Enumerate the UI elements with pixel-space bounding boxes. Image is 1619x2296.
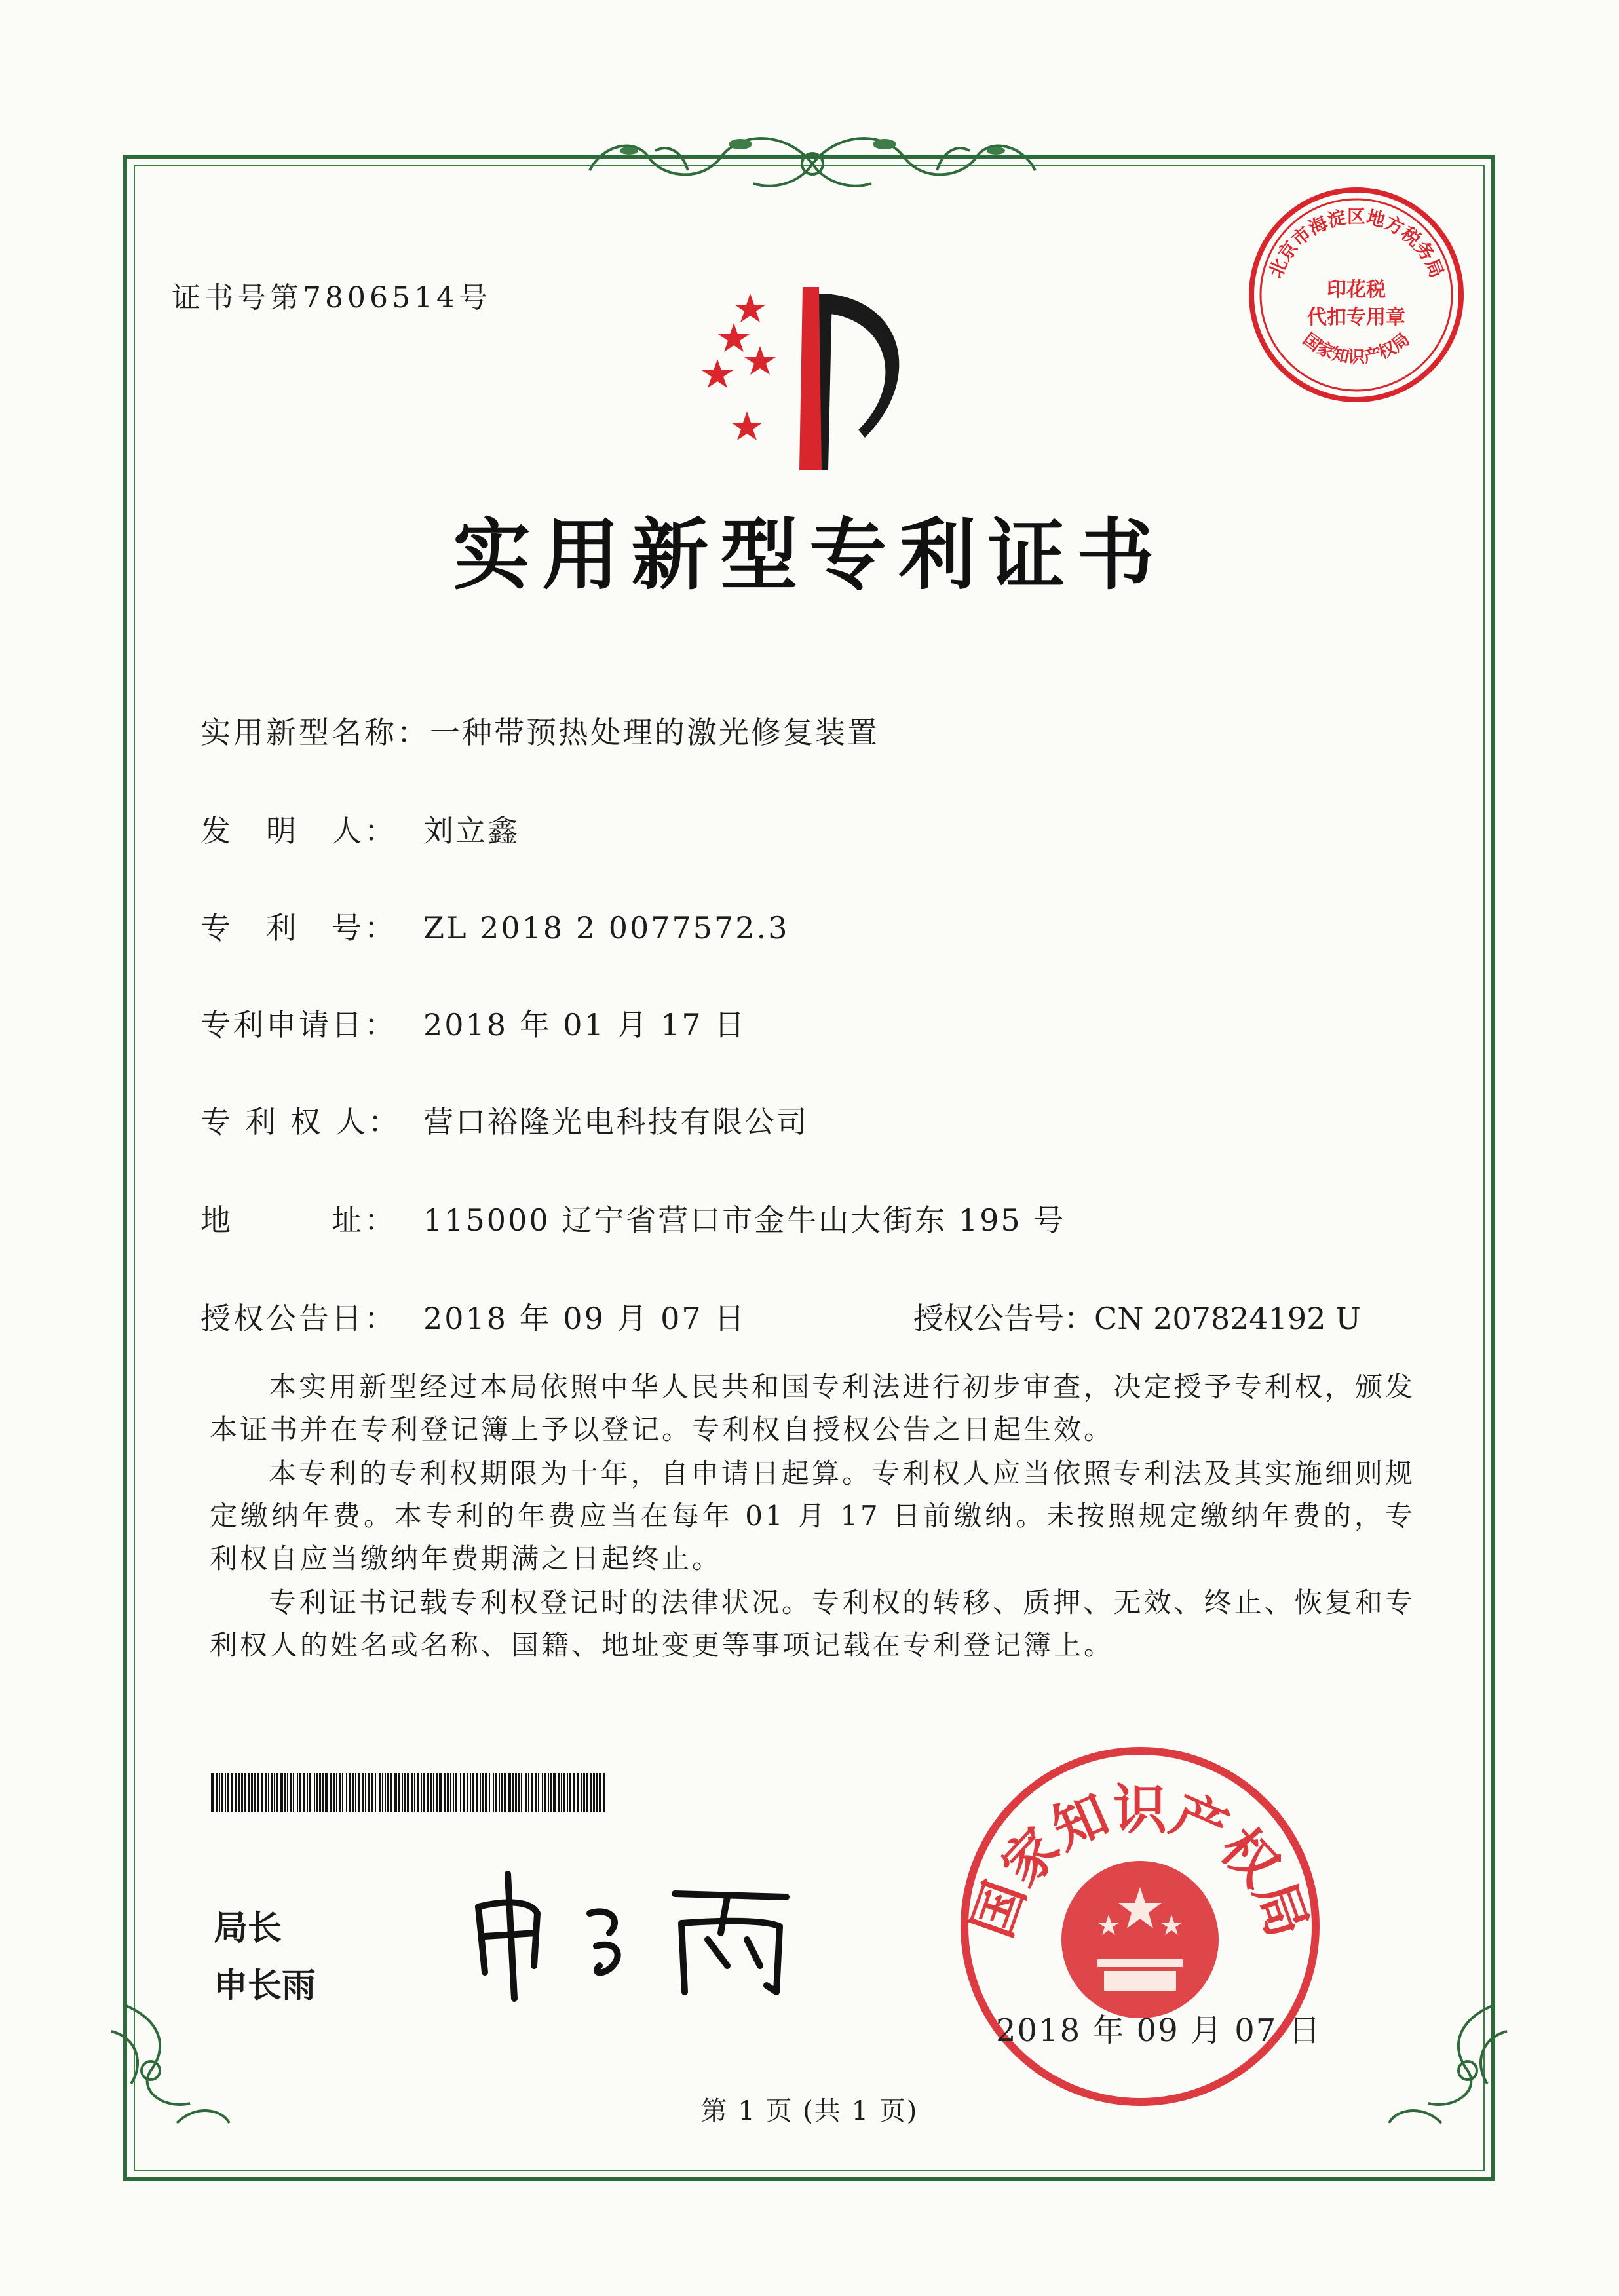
barcode-bar: [265, 1773, 267, 1812]
field-value: 刘立鑫: [423, 813, 520, 849]
barcode-bar: [472, 1773, 474, 1812]
stamp-duty-seal: [1238, 177, 1474, 413]
barcode-bar: [274, 1773, 275, 1812]
barcode-bar: [402, 1773, 403, 1812]
field-value: 2018 年 09 月 07 日: [423, 1301, 747, 1336]
barcode-bar: [528, 1773, 529, 1812]
barcode-bar: [433, 1773, 434, 1812]
field-inventor: [200, 807, 520, 851]
barcode-bar: [544, 1773, 546, 1812]
barcode-bar: [244, 1773, 246, 1812]
barcode-bar: [489, 1773, 490, 1812]
barcode-bar: [407, 1773, 409, 1812]
field-value: 115000 辽宁省营口市金牛山大街东 195 号: [423, 1202, 1066, 1238]
barcode-bar: [375, 1773, 376, 1812]
barcode-bar: [254, 1773, 256, 1812]
barcode-bar: [569, 1773, 571, 1812]
barcode-bar: [276, 1773, 278, 1812]
barcode-bar: [515, 1773, 517, 1812]
barcode-bar: [325, 1773, 328, 1812]
barcode-bar: [444, 1773, 446, 1812]
barcode-bar: [482, 1773, 484, 1812]
barcode-bar: [439, 1773, 442, 1812]
field-label: 专 利 权 人：: [200, 1104, 401, 1139]
barcode-bar: [518, 1773, 520, 1812]
barcode-bar: [333, 1773, 335, 1812]
barcode-bar: [219, 1773, 220, 1812]
barcode-bar: [382, 1773, 383, 1812]
body-paragraph: 本实用新型经过本局依照中华人民共和国专利法进行初步审查，决定授予专利权，颁发本证书并在专利登记簿上予以登记。专利权自授权公告之日起生效。: [210, 1371, 1415, 1445]
barcode-bar: [504, 1773, 506, 1812]
seal-date: 2018 年 09 月 07 日: [996, 2012, 1322, 2049]
barcode-bar: [430, 1773, 432, 1812]
barcode-bar: [387, 1773, 389, 1812]
page-indicator: 第 1 页 (共 1 页): [700, 2096, 919, 2126]
patent-office-logo: [688, 274, 937, 470]
body-paragraph: 本专利的专利权期限为十年，自申请日起算。专利权人应当依照专利法及其实施细则规定缴纳年费。本专利的年费应当在每年 01 月 17 日前缴纳。未按照规定缴纳年费的，专利权自应当缴纳年费期满之日起终止。: [210, 1457, 1415, 1575]
barcode-bar: [241, 1773, 243, 1812]
barcode-bar: [299, 1773, 301, 1812]
seal-text: 国家知识产权局: [961, 1778, 1319, 1945]
barcode-bar: [563, 1773, 565, 1812]
barcode-bar: [417, 1773, 419, 1812]
field-value: 一种带预热处理的激光修复装置: [430, 715, 879, 750]
field-label: 授权公告号：: [913, 1301, 1094, 1336]
barcode-bar: [423, 1773, 425, 1812]
barcode-bar: [450, 1773, 451, 1812]
barcode-bar: [211, 1773, 214, 1812]
patent-office-official-seal: [957, 1743, 1324, 2110]
barcode-bar: [261, 1773, 263, 1812]
barcode-bar: [371, 1773, 373, 1812]
barcode-bar: [227, 1773, 229, 1812]
barcode-bar: [271, 1773, 273, 1812]
director-title: 局长: [214, 1909, 282, 1948]
barcode-bar: [297, 1773, 298, 1812]
barcode-bar: [512, 1773, 514, 1812]
barcode-bar: [284, 1773, 286, 1812]
barcode-bar: [398, 1773, 400, 1812]
barcode-bar: [535, 1773, 537, 1812]
barcode-bar: [248, 1773, 250, 1812]
barcode-bar: [538, 1773, 539, 1812]
barcode-bar: [290, 1773, 292, 1812]
field-grant-publication-number: [913, 1295, 1361, 1338]
certificate-body-text: [210, 1366, 1415, 1668]
barcode-bar: [355, 1773, 356, 1812]
barcode-bar: [421, 1773, 422, 1812]
field-patentee: [200, 1098, 809, 1141]
barcode-bar: [352, 1773, 354, 1812]
barcode-bar: [603, 1773, 605, 1812]
field-grant-date: [200, 1295, 746, 1338]
barcode-bar: [577, 1773, 579, 1812]
barcode-bar: [322, 1773, 324, 1812]
barcode: [211, 1773, 611, 1812]
barcode-bar: [493, 1773, 494, 1812]
barcode-bar: [567, 1773, 568, 1812]
barcode-bar: [548, 1773, 549, 1812]
field-label: 专 利 号：: [200, 910, 397, 946]
barcode-bar: [307, 1773, 308, 1812]
barcode-bar: [455, 1773, 457, 1812]
barcode-bar: [319, 1773, 321, 1812]
barcode-bar: [499, 1773, 500, 1812]
barcode-bar: [231, 1773, 233, 1812]
field-label: 实用新型名称：: [200, 715, 430, 750]
barcode-bar: [447, 1773, 449, 1812]
field-label: 授权公告日：: [200, 1301, 397, 1336]
barcode-bar: [225, 1773, 226, 1812]
field-application-date: [200, 1001, 746, 1044]
barcode-bar: [596, 1773, 598, 1812]
barcode-bar: [316, 1773, 318, 1812]
barcode-bar: [221, 1773, 223, 1812]
barcode-bar: [238, 1773, 240, 1812]
field-label: 专利申请日：: [200, 1007, 397, 1043]
svg-text:国家知识产权局: 国家知识产权局: [1299, 329, 1414, 368]
director-name: 申长雨: [214, 1966, 316, 2006]
barcode-bar: [476, 1773, 478, 1812]
barcode-bar: [427, 1773, 429, 1812]
barcode-bar: [480, 1773, 481, 1812]
barcode-bar: [573, 1773, 575, 1812]
barcode-bar: [521, 1773, 522, 1812]
barcode-bar: [314, 1773, 315, 1812]
barcode-bar: [411, 1773, 413, 1812]
barcode-bar: [561, 1773, 562, 1812]
barcode-bar: [467, 1773, 468, 1812]
field-label: 地 址：: [200, 1202, 397, 1238]
barcode-bar: [590, 1773, 592, 1812]
field-patent-number: [200, 904, 789, 947]
barcode-bar: [436, 1773, 438, 1812]
barcode-bar: [463, 1773, 465, 1812]
director-signature: [459, 1861, 826, 2005]
svg-text:北京市海淀区地方税务局: 北京市海淀区地方税务局: [1265, 206, 1448, 281]
barcode-bar: [531, 1773, 533, 1812]
barcode-bar: [553, 1773, 556, 1812]
barcode-bar: [501, 1773, 503, 1812]
field-address: [200, 1196, 1065, 1240]
barcode-bar: [349, 1773, 351, 1812]
barcode-bar: [495, 1773, 497, 1812]
barcode-bar: [550, 1773, 552, 1812]
barcode-bar: [453, 1773, 454, 1812]
barcode-bar: [362, 1773, 364, 1812]
barcode-bar: [346, 1773, 347, 1812]
barcode-bar: [342, 1773, 343, 1812]
barcode-bar: [485, 1773, 487, 1812]
field-label: 发 明 人：: [200, 813, 397, 849]
barcode-bar: [330, 1773, 332, 1812]
barcode-bar: [365, 1773, 366, 1812]
barcode-bar: [542, 1773, 543, 1812]
barcode-bar: [593, 1773, 595, 1812]
barcode-bar: [336, 1773, 337, 1812]
barcode-bar: [460, 1773, 461, 1812]
barcode-bar: [558, 1773, 560, 1812]
barcode-bar: [586, 1773, 588, 1812]
barcode-bar: [508, 1773, 511, 1812]
barcode-bar: [379, 1773, 381, 1812]
barcode-bar: [251, 1773, 253, 1812]
barcode-bar: [368, 1773, 370, 1812]
barcode-bar: [287, 1773, 288, 1812]
barcode-bar: [583, 1773, 585, 1812]
barcode-bar: [404, 1773, 406, 1812]
barcode-bar: [309, 1773, 311, 1812]
top-floral-ornament: [577, 124, 1048, 210]
barcode-bar: [293, 1773, 294, 1812]
barcode-bar: [581, 1773, 582, 1812]
barcode-bar: [358, 1773, 360, 1812]
barcode-bar: [525, 1773, 527, 1812]
certificate-title: 实用新型专利证书: [453, 510, 1166, 600]
field-utility-model-name: [200, 709, 879, 752]
field-value: CN 207824192 U: [1094, 1301, 1361, 1336]
field-value: ZL 2018 2 0077572.3: [423, 910, 790, 946]
body-paragraph: 专利证书记载专利权登记时的法律状况。专利权的转移、质押、无效、终止、恢复和专利权人的姓名或名称、国籍、地址变更等事项记载在专利登记簿上。: [210, 1586, 1415, 1661]
svg-text:代扣专用章: 代扣专用章: [1307, 306, 1405, 329]
barcode-bar: [390, 1773, 392, 1812]
barcode-bar: [257, 1773, 259, 1812]
barcode-bar: [303, 1773, 305, 1812]
barcode-bar: [394, 1773, 397, 1812]
barcode-bar: [470, 1773, 471, 1812]
barcode-bar: [385, 1773, 386, 1812]
svg-text:印花税: 印花税: [1327, 278, 1386, 301]
barcode-bar: [599, 1773, 601, 1812]
field-value: 营口裕隆光电科技有限公司: [423, 1104, 809, 1139]
barcode-bar: [414, 1773, 415, 1812]
barcode-bar: [216, 1773, 218, 1812]
certificate-number: 证书号第7806514号: [172, 281, 491, 315]
barcode-bar: [280, 1773, 283, 1812]
barcode-bar: [339, 1773, 341, 1812]
barcode-bar: [235, 1773, 237, 1812]
field-value: 2018 年 01 月 17 日: [423, 1007, 747, 1043]
barcode-bar: [268, 1773, 269, 1812]
